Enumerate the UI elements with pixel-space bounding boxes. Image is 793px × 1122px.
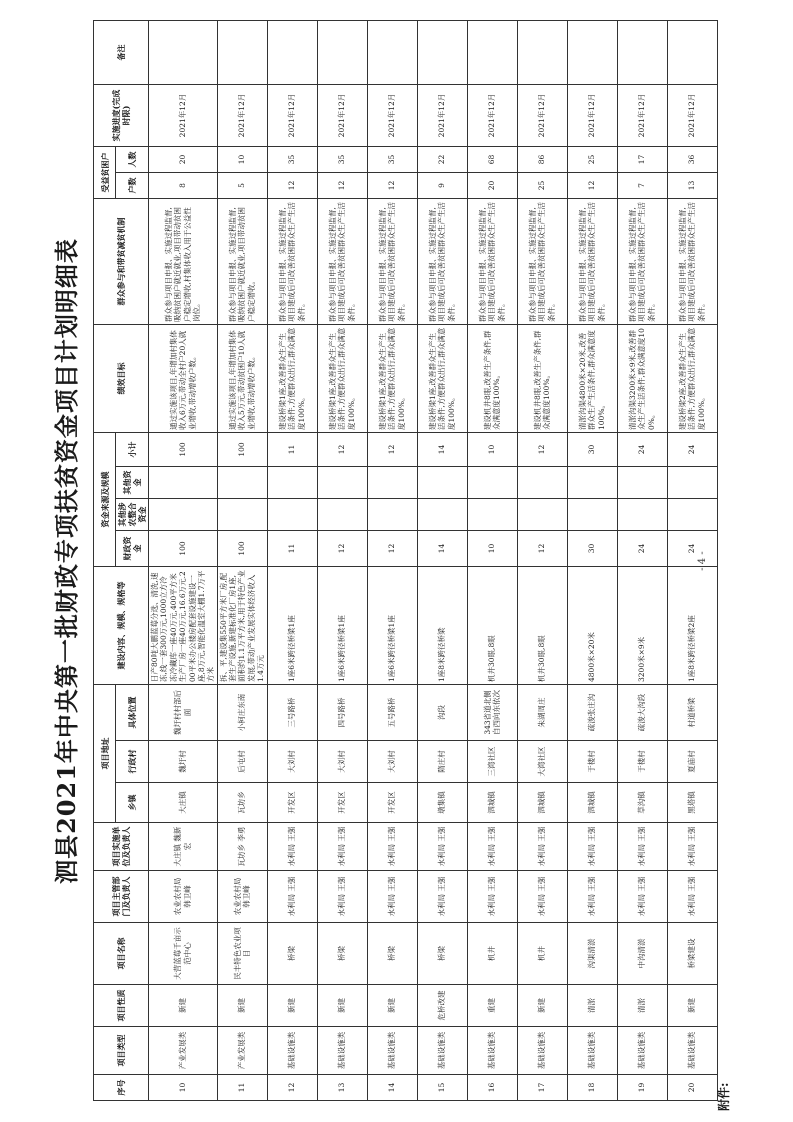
cell-integrated <box>217 498 267 530</box>
cell-owner: 瓦坊乡 李勇 <box>217 823 267 871</box>
table-row <box>567 20 617 1100</box>
cell-village: 于楼村 <box>567 741 617 783</box>
cell-mechanism: 群众参与项目申报、实施过程监督,项目建成后可改善贫困群众生产生活条件。 <box>417 198 467 324</box>
cell-content: 1座6米跨径桥梁1座 <box>367 566 417 684</box>
cell-nature: 新建 <box>267 985 317 1027</box>
cell-owner: 水利局 王强 <box>367 823 417 871</box>
cell-type: 基础设施类 <box>617 1027 667 1075</box>
cell-progress: 2021年12月 <box>667 84 717 146</box>
header-dept: 项目主管部门及负责人 <box>93 871 148 923</box>
cell-town: 墩集镇 <box>417 783 467 823</box>
cell-integrated <box>617 498 667 530</box>
cell-dept: 农业农村局 韩卫峰 <box>148 871 217 923</box>
cell-integrated <box>417 498 467 530</box>
cell-nature: 重建 <box>467 985 517 1027</box>
cell-note <box>567 20 617 84</box>
cell-fiscal: 14 <box>417 530 467 566</box>
cell-town: 开发区 <box>267 783 317 823</box>
cell-dept: 水利局 王强 <box>617 871 667 923</box>
cell-note <box>417 20 467 84</box>
cell-name: 沟渠清淤 <box>567 923 617 985</box>
cell-content: 4800米×20米 <box>567 566 617 684</box>
cell-name: 桥梁建设 <box>667 923 717 985</box>
cell-persons: 22 <box>417 146 467 172</box>
cell-integrated <box>667 498 717 530</box>
cell-nature: 新建 <box>217 985 267 1027</box>
cell-type: 基础设施类 <box>317 1027 367 1075</box>
cell-progress: 2021年12月 <box>417 84 467 146</box>
cell-name: 中沟清淤 <box>617 923 667 985</box>
cell-place: 朱湖周庄 <box>517 684 567 740</box>
cell-subtotal: 12 <box>367 432 417 466</box>
cell-type: 基础设施类 <box>517 1027 567 1075</box>
cell-households: 7 <box>617 172 667 198</box>
cell-seq: 20 <box>667 1075 717 1101</box>
cell-note <box>317 20 367 84</box>
cell-village: 于楼村 <box>617 741 667 783</box>
cell-subtotal: 24 <box>617 432 667 466</box>
cell-integrated <box>267 498 317 530</box>
cell-place: 四号路桥 <box>317 684 367 740</box>
cell-village: 大湾社区 <box>517 741 567 783</box>
cell-content: 拆、平,建设集550平方米厂房,配套生产设施,新建标准化厂房1座,面积约1.1万平方米,用于特色产业发展,带动产业发展实体经济收入1.4万元 <box>217 566 267 684</box>
header-name: 项目名称 <box>93 923 148 985</box>
cell-mechanism: 群众参与项目申报、实施过程监督,项目建成后可改善贫困群众生产生活条件。 <box>467 198 517 324</box>
header-integrated: 其他涉农整合资金 <box>115 498 148 530</box>
header-seq: 序号 <box>93 1075 148 1101</box>
cell-seq: 18 <box>567 1075 617 1101</box>
header-nature: 项目性质 <box>93 985 148 1027</box>
cell-subtotal: 24 <box>667 432 717 466</box>
cell-owner: 水利局 王强 <box>567 823 617 871</box>
cell-persons: 36 <box>667 146 717 172</box>
document-title: 泗县2021年中央第一批财政专项扶贫资金项目计划明细表 <box>51 238 81 884</box>
cell-persons: 20 <box>148 146 217 172</box>
cell-subtotal: 30 <box>567 432 617 466</box>
cell-integrated <box>367 498 417 530</box>
cell-type: 基础设施类 <box>567 1027 617 1075</box>
cell-town: 黑塔镇 <box>667 783 717 823</box>
cell-households: 13 <box>667 172 717 198</box>
cell-persons: 35 <box>317 146 367 172</box>
cell-village: 大刘村 <box>317 741 367 783</box>
cell-progress: 2021年12月 <box>217 84 267 146</box>
table-row <box>148 20 217 1100</box>
cell-other <box>417 466 467 498</box>
cell-progress: 2021年12月 <box>517 84 567 146</box>
cell-other <box>567 466 617 498</box>
cell-name: 大营蓝莓千亩示范中心 <box>148 923 217 985</box>
cell-persons: 17 <box>617 146 667 172</box>
cell-content: 1座8米跨径桥梁 <box>417 566 467 684</box>
header-village: 行政村 <box>115 741 148 783</box>
cell-integrated <box>317 498 367 530</box>
table-row <box>517 20 567 1100</box>
cell-subtotal: 14 <box>417 432 467 466</box>
cell-note <box>467 20 517 84</box>
cell-note <box>217 20 267 84</box>
cell-households: 12 <box>317 172 367 198</box>
cell-dept: 水利局 王强 <box>417 871 467 923</box>
rotated-table-sheet <box>47 21 747 1111</box>
cell-town: 草沟镇 <box>617 783 667 823</box>
header-progress: 实施进度(完成时限) <box>93 84 148 146</box>
cell-persons: 35 <box>267 146 317 172</box>
cell-town: 泗城镇 <box>467 783 517 823</box>
cell-fiscal: 12 <box>317 530 367 566</box>
cell-fiscal: 100 <box>217 530 267 566</box>
cell-owner: 水利局 王强 <box>417 823 467 871</box>
cell-content: 1座6米跨径桥梁1座 <box>267 566 317 684</box>
cell-progress: 2021年12月 <box>617 84 667 146</box>
annex-label: 附件: <box>716 1082 731 1111</box>
cell-fiscal: 12 <box>367 530 417 566</box>
cell-other <box>667 466 717 498</box>
cell-town: 泗城镇 <box>567 783 617 823</box>
cell-name: 桥梁 <box>417 923 467 985</box>
cell-nature: 新建 <box>367 985 417 1027</box>
cell-persons: 86 <box>517 146 567 172</box>
cell-households: 20 <box>467 172 517 198</box>
header-other: 其他资金 <box>115 466 148 498</box>
header-mechanism: 群众参与和带贫减贫机制 <box>93 198 148 324</box>
cell-fiscal: 24 <box>617 530 667 566</box>
table-row <box>217 20 267 1100</box>
cell-village: 隋庄村 <box>417 741 467 783</box>
cell-note <box>667 20 717 84</box>
cell-place: 343省道北侧自西向东依次 <box>467 684 517 740</box>
cell-dept: 水利局 王强 <box>367 871 417 923</box>
cell-place: 魏圩村村部后面 <box>148 684 217 740</box>
cell-subtotal: 100 <box>217 432 267 466</box>
cell-target: 建设桥梁1座,改善群众生产生活条件,方便群众出行,群众满意度100%。 <box>417 324 467 432</box>
cell-seq: 17 <box>517 1075 567 1101</box>
table-row <box>467 20 517 1100</box>
cell-type: 基础设施类 <box>417 1027 467 1075</box>
cell-households: 12 <box>267 172 317 198</box>
cell-content: 3200米×9米 <box>617 566 667 684</box>
cell-mechanism: 群众参与项目申报、实施过程监督,项目建成后可改善贫困群众生产生活条件。 <box>667 198 717 324</box>
cell-note <box>267 20 317 84</box>
cell-place: 三号路桥 <box>267 684 317 740</box>
cell-content: 日产80吨大鹏蓝莓分选、清洗,速冻,线一套300万元,1000立方冷冻冷藏库一座40万元,400平方米生产厂房一座40万元,16.6万元.200平米办公楼房配套设施建设一座,8万元,智能化温室大棚1.7万平方米 <box>148 566 217 684</box>
cell-owner: 水利局 王强 <box>467 823 517 871</box>
cell-households: 9 <box>417 172 467 198</box>
cell-type: 基础设施类 <box>467 1027 517 1075</box>
cell-other <box>367 466 417 498</box>
cell-type: 基础设施类 <box>267 1027 317 1075</box>
cell-content: 1座6米跨径桥梁1座 <box>317 566 367 684</box>
cell-persons: 35 <box>367 146 417 172</box>
cell-dept: 水利局 王强 <box>667 871 717 923</box>
cell-owner: 水利局 王强 <box>267 823 317 871</box>
table-row <box>617 20 667 1100</box>
cell-persons: 25 <box>567 146 617 172</box>
cell-subtotal: 11 <box>267 432 317 466</box>
cell-type: 基础设施类 <box>367 1027 417 1075</box>
header-town: 乡镇 <box>115 783 148 823</box>
cell-households: 8 <box>148 172 217 198</box>
cell-place: 疏浚大沟段 <box>617 684 667 740</box>
table-row <box>417 20 467 1100</box>
cell-owner: 水利局 王强 <box>667 823 717 871</box>
cell-place: 沟段 <box>417 684 467 740</box>
cell-fiscal: 100 <box>148 530 217 566</box>
cell-dept: 水利局 王强 <box>467 871 517 923</box>
cell-fiscal: 11 <box>267 530 317 566</box>
cell-target: 建设桥梁1座,改善群众生产生活条件,方便群众出行,群众满意度100%。 <box>367 324 417 432</box>
header-owner: 项目实施单位及负责人 <box>93 823 148 871</box>
cell-note <box>367 20 417 84</box>
cell-mechanism: 群众参与项目申报、实施过程监督,项目建成后可改善贫困群众生产生活条件。 <box>267 198 317 324</box>
cell-nature: 危桥改建 <box>417 985 467 1027</box>
cell-place: 村道桥梁 <box>667 684 717 740</box>
cell-persons: 68 <box>467 146 517 172</box>
header-target: 绩效目标 <box>93 324 148 432</box>
cell-village: 魏圩村 <box>148 741 217 783</box>
header-note: 备注 <box>93 20 148 84</box>
cell-nature: 新建 <box>667 985 717 1027</box>
cell-seq: 11 <box>217 1075 267 1101</box>
cell-target: 建设机井8眼,改善生产条件,群众满意度100%。 <box>517 324 567 432</box>
cell-town: 泗城镇 <box>517 783 567 823</box>
cell-note <box>617 20 667 84</box>
cell-owner: 水利局 王强 <box>617 823 667 871</box>
cell-village: 夏庙村 <box>667 741 717 783</box>
cell-place: 小柯庄东南 <box>217 684 267 740</box>
table-row <box>267 20 317 1100</box>
cell-village: 后屯村 <box>217 741 267 783</box>
cell-town: 开发区 <box>367 783 417 823</box>
cell-town: 大庄镇 <box>148 783 217 823</box>
cell-seq: 12 <box>267 1075 317 1101</box>
cell-integrated <box>467 498 517 530</box>
cell-other <box>467 466 517 498</box>
cell-seq: 16 <box>467 1075 517 1101</box>
cell-name: 桥梁 <box>317 923 367 985</box>
cell-target: 建设桥梁1座,改善群众生产生活条件,方便群众出行,群众满意度100%。 <box>317 324 367 432</box>
cell-note <box>517 20 567 84</box>
cell-seq: 10 <box>148 1075 217 1101</box>
cell-mechanism: 群众参与项目申报、实施过程监督,项目建成后可改善贫困群众生产生活条件。 <box>317 198 367 324</box>
cell-name: 机井 <box>517 923 567 985</box>
cell-place: 五号路桥 <box>367 684 417 740</box>
cell-dept: 水利局 王强 <box>517 871 567 923</box>
cell-mechanism: 群众参与项目申报、实施过程监督,项目建成后可改善贫困群众生产生活条件。 <box>617 198 667 324</box>
cell-seq: 14 <box>367 1075 417 1101</box>
header-persons: 人数 <box>115 146 148 172</box>
cell-content: 机井30眼,8眼 <box>517 566 567 684</box>
cell-households: 25 <box>517 172 567 198</box>
cell-progress: 2021年12月 <box>567 84 617 146</box>
header-content: 建设内容、规模、规格等 <box>93 566 148 684</box>
cell-other <box>517 466 567 498</box>
cell-other <box>267 466 317 498</box>
cell-mechanism: 群众参与项目申报、实施过程监督,项目建成后可改善贫困群众生产生活条件。 <box>367 198 417 324</box>
header-fiscal: 财政资金 <box>115 530 148 566</box>
cell-name: 机井 <box>467 923 517 985</box>
cell-progress: 2021年12月 <box>148 84 217 146</box>
cell-other <box>617 466 667 498</box>
cell-households: 12 <box>567 172 617 198</box>
cell-dept: 农业农村局 韩卫峰 <box>217 871 267 923</box>
cell-mechanism: 群众参与项目申报、实施过程监督,吸纳贫困户就近就业,项目带动贫困户稳定增收,村集体收入用于公益性岗位。 <box>148 198 217 324</box>
cell-dept: 水利局 王强 <box>317 871 367 923</box>
header-type: 项目类型 <box>93 1027 148 1075</box>
cell-type: 产业发展类 <box>148 1027 217 1075</box>
cell-other <box>217 466 267 498</box>
cell-nature: 新建 <box>148 985 217 1027</box>
page-number: - 4 - <box>696 551 708 571</box>
cell-mechanism: 群众参与项目申报、实施过程监督,项目建成后可改善贫困群众生产生活条件。 <box>567 198 617 324</box>
cell-name: 桥梁 <box>267 923 317 985</box>
cell-type: 产业发展类 <box>217 1027 267 1075</box>
cell-fiscal: 12 <box>517 530 567 566</box>
cell-target: 通过实施该项目,年增加村集体收入6万元,带动全村户20人就业增收,带动增收户数。 <box>148 324 217 432</box>
cell-target: 清淤沟渠4800米×20米,改善群众生产生活条件,群众满意度100%。 <box>567 324 617 432</box>
cell-target: 通过实施该项目,年增加村集体收入5万元,带动贫困户10人就业增收,带动增收户数。 <box>217 324 267 432</box>
cell-subtotal: 10 <box>467 432 517 466</box>
cell-persons: 10 <box>217 146 267 172</box>
cell-subtotal: 100 <box>148 432 217 466</box>
cell-nature: 新建 <box>317 985 367 1027</box>
cell-fiscal: 24 <box>667 530 717 566</box>
cell-seq: 13 <box>317 1075 367 1101</box>
header-location: 项目地址 <box>93 684 115 822</box>
cell-nature: 新建 <box>517 985 567 1027</box>
cell-owner: 大庄镇 魏新宏 <box>148 823 217 871</box>
cell-households: 12 <box>367 172 417 198</box>
cell-town: 开发区 <box>317 783 367 823</box>
header-funds: 资金来源及规模 <box>93 432 115 566</box>
cell-integrated <box>567 498 617 530</box>
cell-owner: 水利局 王强 <box>517 823 567 871</box>
project-table <box>93 20 718 1101</box>
table-row <box>317 20 367 1100</box>
cell-dept: 水利局 王强 <box>567 871 617 923</box>
cell-target: 建设桥梁1座,改善群众生产生活条件,方便群众出行,群众满意度100%。 <box>267 324 317 432</box>
cell-mechanism: 群众参与项目申报、实施过程监督,吸纳贫困户就近就业,项目带动贫困户稳定增收。 <box>217 198 267 324</box>
cell-integrated <box>517 498 567 530</box>
cell-village: 大刘村 <box>367 741 417 783</box>
header-beneficiaries: 受益贫困户 <box>93 146 115 198</box>
cell-mechanism: 群众参与项目申报、实施过程监督,项目建成后可改善贫困群众生产生活条件。 <box>517 198 567 324</box>
table-row <box>667 20 717 1100</box>
cell-name: 桥梁 <box>367 923 417 985</box>
cell-other <box>148 466 217 498</box>
table-row <box>367 20 417 1100</box>
cell-integrated <box>148 498 217 530</box>
cell-subtotal: 12 <box>517 432 567 466</box>
cell-subtotal: 12 <box>317 432 367 466</box>
cell-nature: 清淤 <box>567 985 617 1027</box>
cell-village: 三湾社区 <box>467 741 517 783</box>
cell-dept: 水利局 王强 <box>267 871 317 923</box>
cell-fiscal: 30 <box>567 530 617 566</box>
cell-owner: 水利局 王强 <box>317 823 367 871</box>
cell-progress: 2021年12月 <box>367 84 417 146</box>
cell-progress: 2021年12月 <box>317 84 367 146</box>
cell-target: 建设机井8眼,改善生产条件,群众满意度100%。 <box>467 324 517 432</box>
cell-target: 清淤沟渠3200米×9米,改善群众生产生活条件,群众满意度100%。 <box>617 324 667 432</box>
header-subtotal: 小计 <box>115 432 148 466</box>
cell-households: 5 <box>217 172 267 198</box>
cell-seq: 19 <box>617 1075 667 1101</box>
cell-nature: 清淤 <box>617 985 667 1027</box>
cell-place: 疏浚张庄沟 <box>567 684 617 740</box>
cell-progress: 2021年12月 <box>467 84 517 146</box>
header-households: 户数 <box>115 172 148 198</box>
cell-content: 1座8米跨径桥梁2座 <box>667 566 717 684</box>
cell-other <box>317 466 367 498</box>
cell-seq: 15 <box>417 1075 467 1101</box>
cell-content: 机井30眼,8眼 <box>467 566 517 684</box>
cell-village: 大刘村 <box>267 741 317 783</box>
cell-fiscal: 10 <box>467 530 517 566</box>
cell-target: 建设桥梁2座,改善群众生产生活条件,方便群众出行,群众满意度100%。 <box>667 324 717 432</box>
cell-note <box>148 20 217 84</box>
header-place: 具体位置 <box>115 684 148 740</box>
cell-progress: 2021年12月 <box>267 84 317 146</box>
cell-town: 瓦坊乡 <box>217 783 267 823</box>
cell-name: 民丰特色农业项目 <box>217 923 267 985</box>
cell-type: 基础设施类 <box>667 1027 717 1075</box>
